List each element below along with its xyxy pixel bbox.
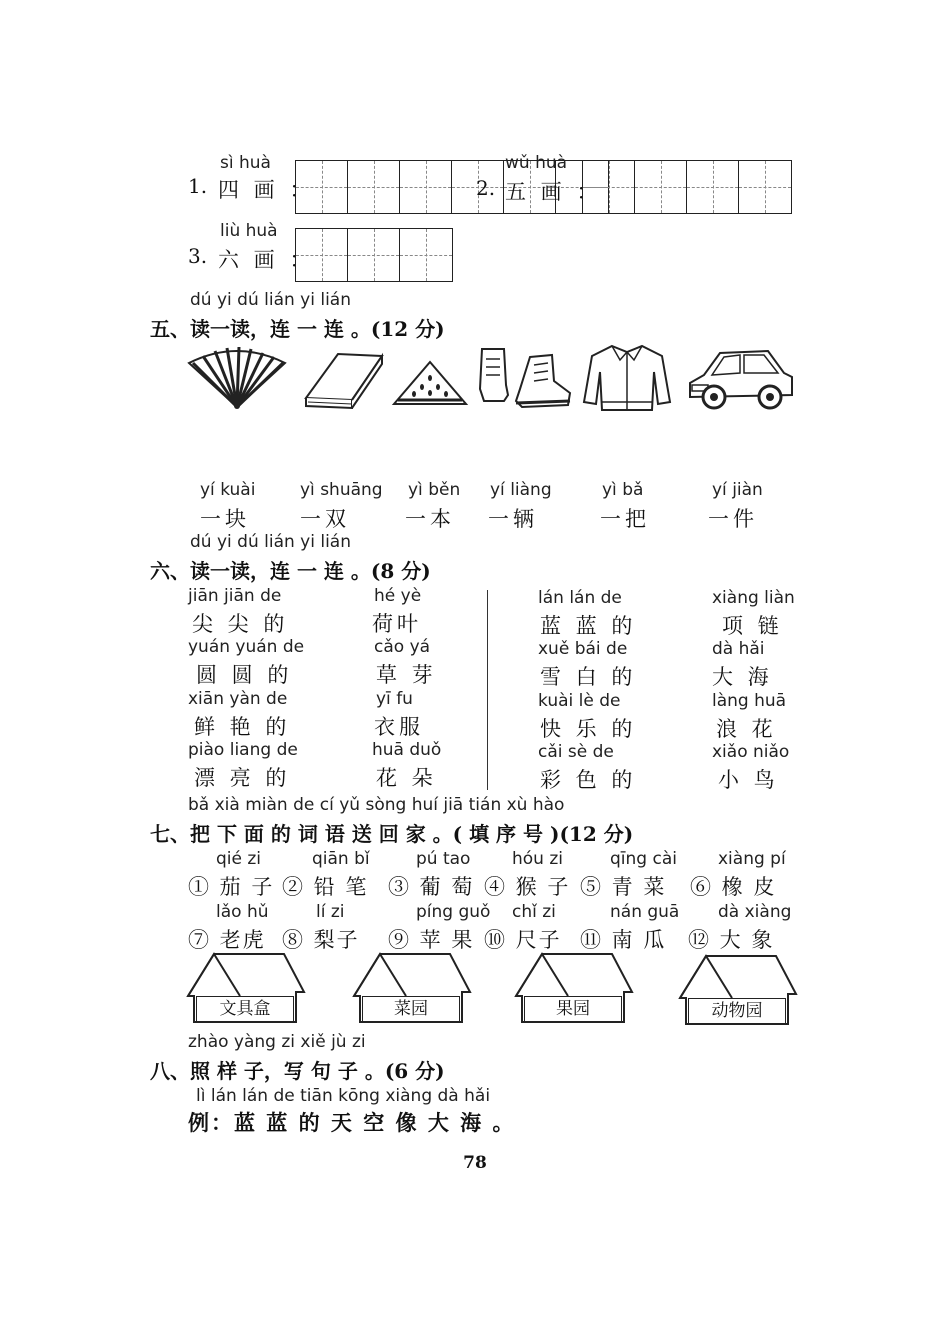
q8-example-pinyin: lì lán lán de tiān kōng xiàng dà hǎi [196, 1086, 491, 1106]
q5-word5-pinyin: yì bǎ [602, 480, 644, 500]
q4-item3-number: 3. [188, 244, 208, 268]
q7-r2-5: ⑪ 南 瓜 [580, 928, 667, 952]
q6-right-noun2[interactable]: 大 海 [712, 665, 773, 689]
q7-r1-2: ② 铅 笔 [282, 875, 369, 899]
writing-grid-6[interactable] [295, 228, 453, 282]
q7-r1-3: ③ 葡 萄 [388, 875, 475, 899]
q6-left-adj1[interactable]: 尖 尖 的 [192, 612, 289, 636]
q5-word4-pinyin: yí liàng [490, 480, 552, 500]
q7-r2-5-pinyin: nán guā [610, 902, 680, 922]
q6-left-noun1[interactable]: 荷叶 [372, 612, 422, 636]
q6-left-adj4-pinyin: piào liang de [188, 740, 298, 760]
q6-right-adj2-pinyin: xuě bái de [538, 639, 628, 659]
q6-left-adj3-pinyin: xiān yàn de [188, 689, 288, 709]
q4-item2-word: 五 画 ： [505, 180, 602, 204]
q7-r2-6: ⑫ 大 象 [688, 928, 775, 952]
q5-word6[interactable]: 一件 [708, 507, 758, 531]
q6-left-noun3-pinyin: yī fu [376, 689, 413, 709]
q7-r1-5-pinyin: qīng cài [610, 849, 677, 869]
q7-r2-4-pinyin: chǐ zi [512, 902, 556, 922]
q6-title: 六、读一读，连 一 连 。(8 分) [150, 559, 431, 583]
q6-right-noun2-pinyin: dà hǎi [712, 639, 765, 659]
q6-left-adj2-pinyin: yuán yuán de [188, 637, 305, 657]
q7-r2-3-pinyin: píng guǒ [416, 902, 491, 922]
q8-pinyin: zhào yàng zi xiě jù zi [188, 1032, 366, 1052]
q5-word2[interactable]: 一双 [300, 507, 350, 531]
q6-right-noun1-pinyin: xiàng liàn [712, 588, 795, 608]
q4-item3-word: 六 画 ： [218, 248, 315, 272]
q6-right-adj3-pinyin: kuài lè de [538, 691, 621, 711]
book-icon [300, 348, 385, 410]
fan-icon [187, 345, 287, 410]
q6-right-adj4[interactable]: 彩 色 的 [540, 768, 637, 792]
q6-right-adj3[interactable]: 快 乐 的 [540, 717, 637, 741]
q6-right-noun4-pinyin: xiǎo niǎo [712, 742, 790, 762]
q6-left-adj3[interactable]: 鲜 艳 的 [194, 715, 291, 739]
q4-item2-pinyin: wǔ huà [505, 153, 568, 173]
q6-left-adj4[interactable]: 漂 亮 的 [194, 766, 291, 790]
q6-right-noun3[interactable]: 浪 花 [716, 717, 777, 741]
q5-word2-pinyin: yì shuāng [300, 480, 383, 500]
q6-right-adj1-pinyin: lán lán de [538, 588, 622, 608]
q5-word6-pinyin: yí jiàn [712, 480, 763, 500]
q7-r2-2-pinyin: lí zi [316, 902, 345, 922]
q7-r2-1: ⑦ 老虎 [188, 928, 266, 952]
q6-left-noun4[interactable]: 花 朵 [376, 766, 437, 790]
car-icon [684, 343, 796, 413]
watermelon-icon [392, 360, 468, 408]
q4-item1-number: 1. [188, 174, 208, 198]
q6-right-noun4[interactable]: 小 鸟 [718, 768, 779, 792]
house-label: 文具盒 [196, 996, 294, 1022]
q8-example: 例：蓝 蓝 的 天 空 像 大 海 。 [188, 1110, 516, 1135]
q7-r1-1: ① 茄 子 [188, 875, 275, 899]
q6-left-noun2-pinyin: cǎo yá [374, 637, 431, 657]
q4-item1-pinyin: sì huà [220, 153, 271, 173]
q7-r1-5: ⑤ 青 菜 [580, 875, 667, 899]
q5-word5[interactable]: 一把 [600, 507, 650, 531]
q4-item3-pinyin: liù huà [220, 221, 278, 241]
q7-r1-6-pinyin: xiàng pí [718, 849, 786, 869]
q6-left-noun3[interactable]: 衣服 [374, 715, 424, 739]
q7-r1-6: ⑥ 橡 皮 [690, 875, 777, 899]
q6-pinyin: dú yi dú lián yi lián [190, 532, 351, 552]
q6-left-noun2[interactable]: 草 芽 [376, 663, 437, 687]
q5-word3-pinyin: yì běn [408, 480, 461, 500]
shoes-icon [478, 345, 573, 411]
q6-left-noun1-pinyin: hé yè [374, 586, 422, 606]
house-vegetable-garden[interactable] [350, 952, 472, 1024]
q7-r2-1-pinyin: lǎo hǔ [216, 902, 269, 922]
q5-word1[interactable]: 一块 [200, 507, 250, 531]
q7-title: 七、把 下 面 的 词 语 送 回 家 。( 填 序 号 )(12 分) [150, 822, 634, 846]
q7-r2-6-pinyin: dà xiàng [718, 902, 792, 922]
q6-right-noun3-pinyin: làng huā [712, 691, 787, 711]
q4-item2-number: 2. [476, 176, 496, 200]
house-stationery-box[interactable] [184, 952, 306, 1024]
q8-title: 八、照 样 子，写 句 子 。(6 分) [150, 1059, 445, 1083]
q6-right-noun1[interactable]: 项 链 [722, 614, 783, 638]
q7-r1-4-pinyin: hóu zi [512, 849, 563, 869]
house-label: 动物园 [688, 998, 786, 1024]
q6-right-adj4-pinyin: cǎi sè de [538, 742, 614, 762]
house-label: 果园 [524, 996, 622, 1022]
page-number: 78 [463, 1153, 487, 1173]
q6-left-adj2[interactable]: 圆 圆 的 [196, 663, 293, 687]
q5-word4[interactable]: 一辆 [488, 507, 538, 531]
q7-r2-3: ⑨ 苹 果 [388, 928, 475, 952]
house-label: 菜园 [362, 996, 460, 1022]
house-zoo[interactable] [676, 954, 798, 1026]
q4-item1-word: 四 画 ： [218, 178, 315, 202]
column-divider [487, 590, 488, 790]
house-orchard[interactable] [512, 952, 634, 1024]
q7-r1-2-pinyin: qiān bǐ [312, 849, 370, 869]
q7-r1-4: ④ 猴 子 [484, 875, 571, 899]
writing-grid-5[interactable] [582, 160, 792, 214]
q7-r2-4: ⑩ 尺子 [484, 928, 562, 952]
q7-r1-1-pinyin: qié zi [216, 849, 262, 869]
q7-r1-3-pinyin: pú tao [416, 849, 471, 869]
jacket-icon [582, 342, 672, 414]
q6-right-adj1[interactable]: 蓝 蓝 的 [540, 614, 637, 638]
q5-word3[interactable]: 一本 [405, 507, 455, 531]
q7-r2-2: ⑧ 梨子 [282, 928, 360, 952]
q6-right-adj2[interactable]: 雪 白 的 [540, 665, 637, 689]
q5-word1-pinyin: yí kuài [200, 480, 256, 500]
q5-title: 五、读一读，连 一 连 。(12 分) [150, 317, 445, 341]
q6-left-noun4-pinyin: huā duǒ [372, 740, 442, 760]
q5-pinyin: dú yi dú lián yi lián [190, 290, 351, 310]
q7-pinyin: bǎ xià miàn de cí yǔ sòng huí jiā tián xù hào [188, 795, 565, 815]
q6-left-adj1-pinyin: jiān jiān de [188, 586, 282, 606]
